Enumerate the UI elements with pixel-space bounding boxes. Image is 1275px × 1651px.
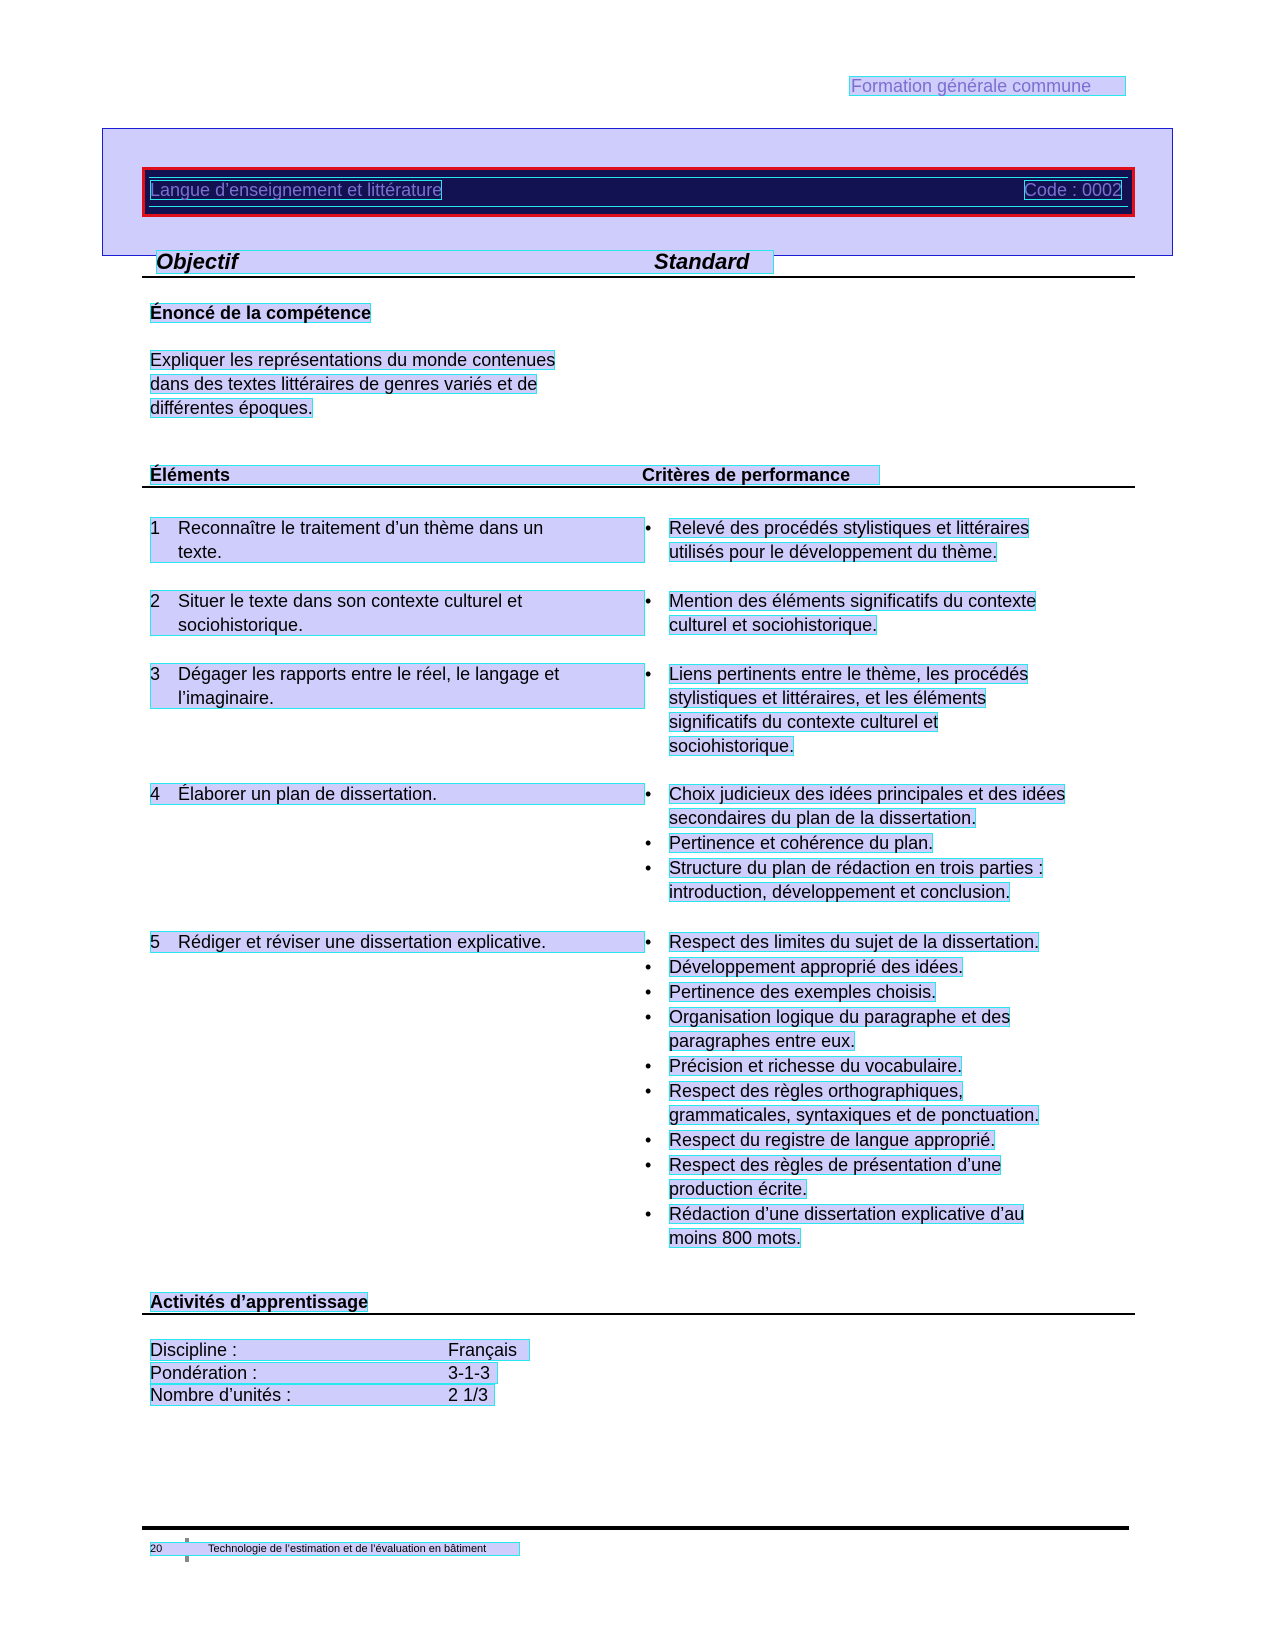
criterion-line: • Pertinence des exemples choisis. [669,982,937,1002]
criterion-line: • Relevé des procédés stylistiques et littéraires [669,518,1030,538]
criterion-line: introduction, développement et conclusion. [669,882,1011,902]
footer-title: Technologie de l’estimation et de l’évaluation en bâtiment [208,1543,487,1555]
activity-value: 2 1/3 [448,1385,489,1405]
criterion-line: • Respect des règles de présentation d’une [669,1155,1002,1175]
element-line: sociohistorique. [178,615,304,635]
criterion-item [645,662,1125,758]
divider [142,1313,1135,1315]
footer [150,1542,520,1556]
column-heading-objectif: Objectif Standard [156,250,774,274]
criterion-line: sociohistorique. [669,736,795,756]
elements-heading: Éléments [150,465,231,485]
competence-line: dans des textes littéraires de genres variés et de [150,374,538,394]
divider [142,276,1135,278]
activity-row [150,1384,495,1406]
criteria-list [645,662,1125,759]
element-line: Reconnaître le traitement d’un thème dans un [178,518,544,538]
criterion-line: • Respect des limites du sujet de la dissertation. [669,932,1040,952]
activity-key: Nombre d’unités : [150,1385,292,1405]
criterion-line: • Choix judicieux des idées principales et des idées [669,784,1066,804]
criteria-list [645,589,1125,638]
element-text [178,662,640,710]
criterion-line: production écrite. [669,1179,808,1199]
activity-value: Français [448,1340,518,1360]
competence-statement [150,348,555,420]
criterion-line: • Structure du plan de rédaction en trois parties : [669,858,1044,878]
criterion-item [645,516,1125,564]
criterion-item [645,930,1125,954]
criteria-list [645,930,1125,1251]
activities-heading: Activités d’apprentissage [150,1292,369,1312]
criterion-line: • Rédaction d’une dissertation explicative d’au [669,1204,1025,1224]
criterion-line: • Organisation logique du paragraphe et des [669,1007,1011,1027]
element-number: 4 [150,784,161,804]
criterion-item [645,1128,1125,1152]
element-line: Rédiger et réviser une dissertation explicative. [178,932,547,952]
element-number: 1 [150,518,161,538]
criterion-line: utilisés pour le développement du thème. [669,542,998,562]
criterion-item [645,782,1125,830]
activity-row [150,1362,498,1384]
competence-line: Expliquer les représentations du monde contenues [150,350,556,370]
criterion-line: secondaires du plan de la dissertation. [669,808,977,828]
element-line: texte. [178,542,223,562]
criterion-line: grammaticales, syntaxiques et de ponctuation. [669,1105,1040,1125]
criterion-line: • Respect du registre de langue approprié. [669,1130,996,1150]
divider [142,486,1135,488]
competence-heading: Énoncé de la compétence [150,303,372,323]
criteria-list [645,782,1125,905]
criterion-item [645,1079,1125,1127]
criterion-line: stylistiques et littéraires, et les éléments [669,688,987,708]
elements-heading-row [150,465,880,485]
criterion-item [645,856,1125,904]
page-number: 20 [150,1543,163,1555]
criterion-item [645,1005,1125,1053]
criterion-line: • Liens pertinents entre le thème, les procédés [669,664,1029,684]
criterion-item [645,1202,1125,1250]
element-line: Situer le texte dans son contexte culturel et [178,591,523,611]
criterion-line: paragraphes entre eux. [669,1031,856,1051]
criterion-item [645,980,1125,1004]
element-number: 3 [150,664,161,684]
footer-rule [142,1526,1129,1530]
activity-row [150,1339,530,1361]
criterion-line: culturel et sociohistorique. [669,615,878,635]
criterion-line: • Développement approprié des idées. [669,957,964,977]
criterion-item [645,1054,1125,1078]
criteria-list [645,516,1125,565]
element-line: Dégager les rapports entre le réel, le langage et [178,664,560,684]
element-number: 5 [150,932,161,952]
criterion-line: • Mention des éléments significatifs du contexte [669,591,1037,611]
column-heading-standard: Standard [654,249,750,274]
criterion-item [645,955,1125,979]
element-text [178,782,640,806]
criterion-line: • Précision et richesse du vocabulaire. [669,1056,963,1076]
element-line: l’imaginaire. [178,688,275,708]
element-number: 2 [150,591,161,611]
course-header [142,167,1135,217]
course-code: Code : 0002 [1023,180,1122,200]
activity-key: Discipline : [150,1340,238,1360]
criteria-heading: Critères de performance [642,465,851,485]
criterion-line: moins 800 mots. [669,1228,802,1248]
activity-value: 3-1-3 [448,1363,491,1383]
element-text [178,930,640,954]
element-text [178,516,640,564]
criterion-line: • Respect des règles orthographiques, [669,1081,964,1101]
activity-key: Pondération : [150,1363,258,1383]
program-label: Formation générale commune [849,76,1126,96]
element-text [178,589,640,637]
criterion-line: • Pertinence et cohérence du plan. [669,833,934,853]
course-title: Langue d’enseignement et littérature [150,180,443,200]
criterion-item [645,1153,1125,1201]
element-line: Élaborer un plan de dissertation. [178,784,438,804]
competence-line: différentes époques. [150,398,313,418]
criterion-line: significatifs du contexte culturel et [669,712,939,732]
criterion-item [645,831,1125,855]
criterion-item [645,589,1125,637]
